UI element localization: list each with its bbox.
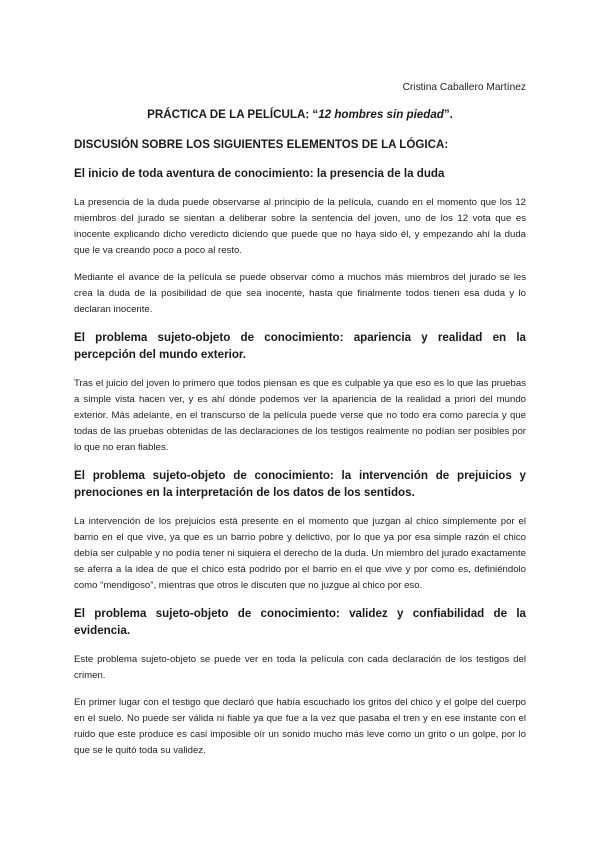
section-appearance-reality	[74, 329, 526, 456]
paragraph: Tras el juicio del joven lo primero que todos piensan es que es culpable ya que eso es lo que las pruebas a simple vista hacen ver, y es ahí dónde podemos ver la apariencia de la realidad a priori del mundo exterior. Más adelante, en el transcurso de la película puede verse que no todo era como parecía y que todas de las pruebas obtenidas de las declaraciones de los testigos realmente no podían ser posibles por lo que no eran fiables.	[74, 378, 526, 453]
document-subtitle: DISCUSIÓN SOBRE LOS SIGUIENTES ELEMENTOS DE LA LÓGICA:	[74, 138, 449, 151]
section-doubt	[74, 165, 526, 318]
paragraph: Mediante el avance de la película se puede observar cómo a muchos más miembros del jurado se les crea la duda de la posibilidad de que sea inocente, hasta que finalmente todos tienen esa duda y lo declaran inocente.	[74, 272, 526, 315]
paragraph: En primer lugar con el testigo que declaró que había escuchado los gritos del chico y el golpe del cuerpo en el suelo. No puede ser válida ni fiable ya que fue a la vez que pasaba el tren y en ese instante con el ruido que este produce es casi imposible oír un sonido mucho más leve como un grito o un golpe, por lo que se le quitó toda su validez.	[74, 697, 526, 756]
section-heading: El problema sujeto-objeto de conocimiento: validez y confiabilidad de la evidencia.	[74, 607, 526, 637]
author-name: Cristina Caballero Martínez	[402, 82, 526, 93]
section-evidence	[74, 605, 526, 759]
section-heading: El problema sujeto-objeto de conocimiento: la intervención de prejuicios y prenociones en la interpretación de los datos de los sentidos.	[74, 469, 526, 499]
document-body	[74, 165, 526, 770]
title-film: 12 hombres sin piedad	[318, 108, 444, 121]
paragraph: La intervención de los prejuicios está presente en el momento que juzgan al chico simplemente por el barrio en el que vive, ya que es un barrio pobre y delictivo, por lo que ya por esa simple razón el chico debía ser culpable y no podía tener ni siquiera el derecho de la duda. Un miembro del jurado exactamente se aferra a la idea de que el chico está podrido por el barrio en el que vive y por como es, definiéndolo como “mendigoso”, mientras que otros le discuten que no juzgue al chico por eso.	[74, 516, 526, 591]
paragraph: Este problema sujeto-objeto se puede ver en toda la película con cada declaración de los testigos del crimen.	[74, 654, 526, 681]
title-prefix: PRÁCTICA DE LA PELÍCULA: “	[147, 108, 319, 121]
section-heading: El inicio de toda aventura de conocimiento: la presencia de la duda	[74, 167, 445, 180]
document-title	[0, 108, 600, 121]
section-prejudices	[74, 467, 526, 594]
title-suffix: ”.	[443, 108, 453, 121]
paragraph: La presencia de la duda puede observarse al principio de la película, cuando en el momento que los 12 miembros del jurado se sientan a deliberar sobre la sentencia del joven, uno de los 12 vota que es inocente explicando dicho veredicto diciendo que puede que no haya sido él, y empezando ahí la duda que le va creando poco a poco al resto.	[74, 197, 526, 256]
section-heading: El problema sujeto-objeto de conocimiento: apariencia y realidad en la percepción del mundo exterior.	[74, 331, 526, 361]
